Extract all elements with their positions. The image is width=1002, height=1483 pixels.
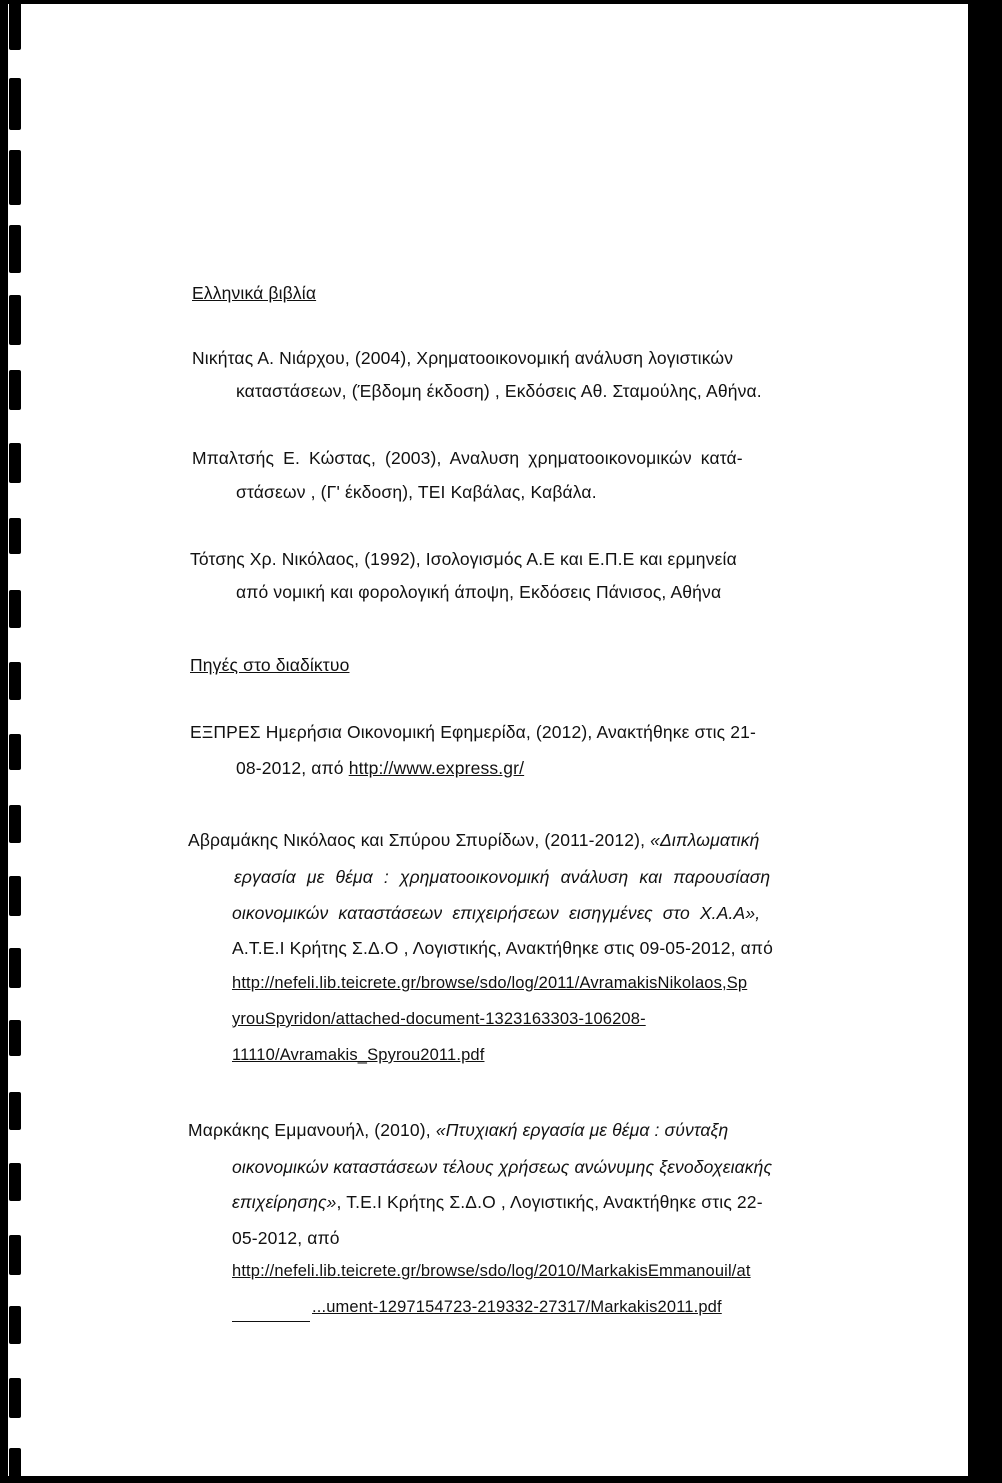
reference-6-source: , Τ.Ε.Ι Κρήτης Σ.Δ.Ο , Λογιστικής, Ανακτήθηκε στις 22- bbox=[336, 1192, 763, 1212]
binding-hole bbox=[9, 150, 21, 205]
reference-1-line-2: καταστάσεων, (Έβδομη έκδοση) , Εκδόσεις Αθ. Σταμούλης, Αθήνα. bbox=[236, 381, 762, 401]
reference-6-line-2: οικονομικών καταστάσεων τέλους χρήσεως ανώνυμης ξενοδοχειακής bbox=[232, 1157, 773, 1177]
binding-hole bbox=[9, 1235, 21, 1275]
scan-dark-edge bbox=[968, 0, 1002, 1483]
reference-4-text: 08-2012, από bbox=[236, 758, 349, 778]
reference-6-line-1 bbox=[188, 1120, 728, 1141]
binding-hole bbox=[9, 1163, 21, 1201]
binding-hole bbox=[9, 1448, 21, 1483]
binding-holes bbox=[0, 0, 26, 1483]
binding-hole bbox=[9, 662, 21, 700]
reference-6-line-3 bbox=[232, 1192, 763, 1213]
binding-hole bbox=[9, 370, 21, 410]
binding-hole bbox=[9, 948, 21, 988]
reference-5-line-2: εργασία με θέμα : χρηματοοικονομική ανάλυση και παρουσίαση bbox=[234, 867, 771, 887]
link-underline-fragment bbox=[232, 1321, 310, 1322]
binding-hole bbox=[9, 734, 21, 770]
reference-6-author: Μαρκάκης Εμμανουήλ, (2010), bbox=[188, 1120, 436, 1140]
reference-4-link[interactable]: http://www.express.gr/ bbox=[348, 758, 525, 778]
reference-6-title-start: «Πτυχιακή εργασία με θέμα : σύνταξη bbox=[435, 1120, 729, 1140]
reference-5-authors: Αβραμάκης Νικόλαος και Σπύρου Σπυρίδων, (2011-2012), bbox=[188, 830, 651, 850]
reference-6-title-end: επιχείρησης» bbox=[232, 1192, 337, 1212]
binding-hole bbox=[9, 443, 21, 483]
binding-hole bbox=[9, 1378, 21, 1418]
binding-hole bbox=[9, 876, 21, 916]
binding-hole bbox=[9, 225, 21, 273]
binding-hole bbox=[9, 78, 21, 130]
reference-5-line-3: οικονομικών καταστάσεων επιχειρήσεων εισηγμένες στο Χ.Α.Α», bbox=[232, 903, 761, 923]
reference-6-link-part-2[interactable]: ...ument-1297154723-219332-27317/Markakis2011.pdf bbox=[312, 1298, 722, 1316]
reference-3-line-1: Τότσης Χρ. Νικόλαος, (1992), Ισολογισμός Α.Ε και Ε.Π.Ε και ερμηνεία bbox=[190, 549, 737, 569]
reference-5-link-part-3[interactable]: 11110/Avramakis_Spyrou2011.pdf bbox=[232, 1046, 485, 1064]
reference-4-line-1: ΕΞΠΡΕΣ Ημερήσια Οικονομική Εφημερίδα, (2012), Ανακτήθηκε στις 21- bbox=[190, 722, 756, 742]
binding-hole bbox=[9, 1020, 21, 1056]
reference-5-link-part-1[interactable]: http://nefeli.lib.teicrete.gr/browse/sdo/log/2011/AvramakisNikolaos,Sp bbox=[232, 974, 748, 992]
reference-6-link-part-1[interactable]: http://nefeli.lib.teicrete.gr/browse/sdo/log/2010/MarkakisEmmanouil/at bbox=[232, 1262, 751, 1280]
reference-5-link-part-2[interactable]: yrouSpyridon/attached-document-1323163303-106208- bbox=[232, 1010, 646, 1028]
scan-bottom-edge bbox=[540, 1478, 968, 1483]
reference-5-title-start: «Διπλωματική bbox=[650, 830, 760, 850]
reference-2-line-1: Μπαλτσής Ε. Κώστας, (2003), Αναλυση χρηματοοικονομικών κατά- bbox=[192, 448, 743, 468]
reference-5-line-1 bbox=[188, 830, 759, 851]
section-heading-web: Πηγές στο διαδίκτυο bbox=[190, 655, 350, 675]
binding-hole bbox=[9, 0, 21, 50]
reference-1-line-1: Νικήτας Α. Νιάρχου, (2004), Χρηματοοικονομική ανάλυση λογιστικών bbox=[192, 348, 734, 368]
reference-4-line-2 bbox=[236, 758, 524, 779]
binding-hole bbox=[9, 295, 21, 345]
binding-hole bbox=[9, 590, 21, 628]
reference-3-line-2: από νομική και φορολογική άποψη, Εκδόσεις Πάνισος, Αθήνα bbox=[236, 582, 722, 602]
reference-2-line-2: στάσεων , (Γ' έκδοση), ΤΕΙ Καβάλας, Καβάλα. bbox=[236, 482, 597, 502]
binding-hole bbox=[9, 1092, 21, 1130]
binding-hole bbox=[9, 1306, 21, 1344]
reference-5-line-4: Α.Τ.Ε.Ι Κρήτης Σ.Δ.Ο , Λογιστικής, Ανακτήθηκε στις 09-05-2012, από bbox=[232, 938, 773, 958]
reference-6-line-4: 05-2012, από bbox=[232, 1228, 340, 1248]
binding-hole bbox=[9, 518, 21, 554]
section-heading-books: Ελληνικά βιβλία bbox=[192, 283, 317, 303]
binding-hole bbox=[9, 805, 21, 843]
